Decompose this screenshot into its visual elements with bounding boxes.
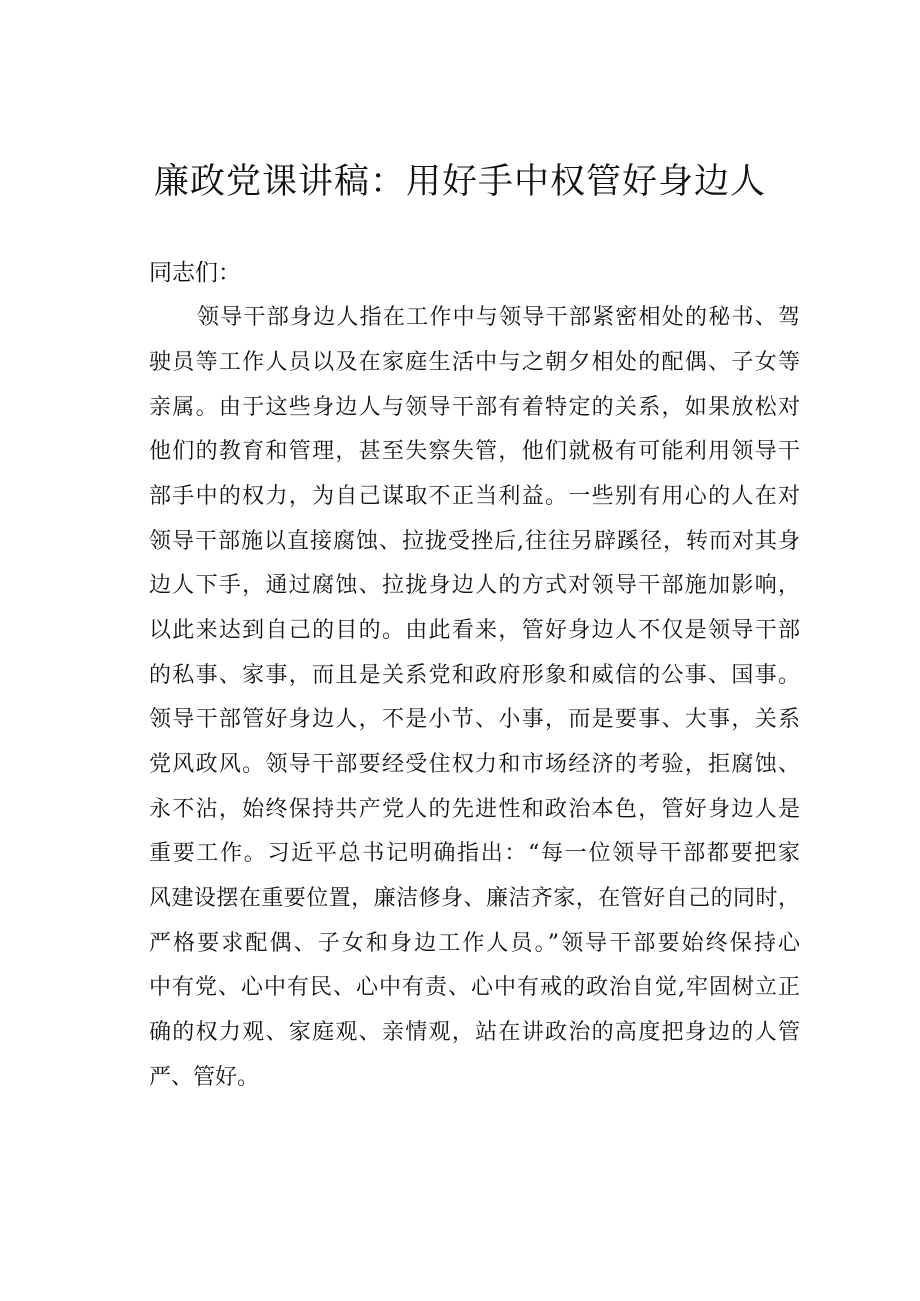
paragraph-line: 确的权力观、家庭观、亲情观，站在讲政治的高度把身边的人管 bbox=[149, 1020, 800, 1045]
paragraph-line: 亲属。由于这些身边人与领导干部有着特定的关系，如果放松对 bbox=[149, 395, 800, 420]
paragraph-line: 驶员等工作人员以及在家庭生活中与之朝夕相处的配偶、子女等 bbox=[149, 350, 800, 375]
paragraph-line: 重要工作。习近平总书记明确指出：“每一位领导干部都要把家 bbox=[149, 841, 800, 866]
paragraph-line: 党风政风。领导干部要经受住权力和市场经济的考验，拒腐蚀、 bbox=[149, 752, 800, 777]
paragraph-line: 严、管好。 bbox=[149, 1065, 260, 1090]
paragraph-line: 领导干部管好身边人，不是小节、小事，而是要事、大事，关系 bbox=[149, 707, 800, 732]
paragraph-line: 领导干部施以直接腐蚀、拉拢受挫后,往往另辟蹊径，转而对其身 bbox=[149, 529, 800, 554]
paragraph-line: 他们的教育和管理，甚至失察失管，他们就极有可能利用领导干 bbox=[149, 439, 800, 464]
paragraph-line: 边人下手，通过腐蚀、拉拢身边人的方式对领导干部施加影响， bbox=[149, 573, 800, 598]
salutation: 同志们： bbox=[149, 260, 241, 286]
paragraph-line: 领导干部身边人指在工作中与领导干部紧密相处的秘书、驾 bbox=[197, 305, 800, 330]
paragraph-line: 部手中的权力，为自己谋取不正当利益。一些别有用心的人在对 bbox=[149, 484, 800, 509]
paragraph-line: 以此来达到自己的目的。由此看来，管好身边人不仅是领导干部 bbox=[149, 618, 800, 643]
paragraph-line: 的私事、家事，而且是关系党和政府形象和威信的公事、国事。 bbox=[149, 663, 800, 688]
paragraph-line: 严格要求配偶、子女和身边工作人员。”领导干部要始终保持心 bbox=[149, 931, 800, 956]
paragraph-line: 中有党、心中有民、心中有责、心中有戒的政治自觉,牢固树立正 bbox=[149, 975, 800, 1000]
paragraph-line: 永不沾，始终保持共产党人的先进性和政治本色，管好身边人是 bbox=[149, 797, 800, 822]
paragraph-line: 风建设摆在重要位置，廉洁修身、廉洁齐家，在管好自己的同时， bbox=[149, 886, 800, 911]
document-title: 廉政党课讲稿：用好手中权管好身边人 bbox=[153, 162, 766, 202]
